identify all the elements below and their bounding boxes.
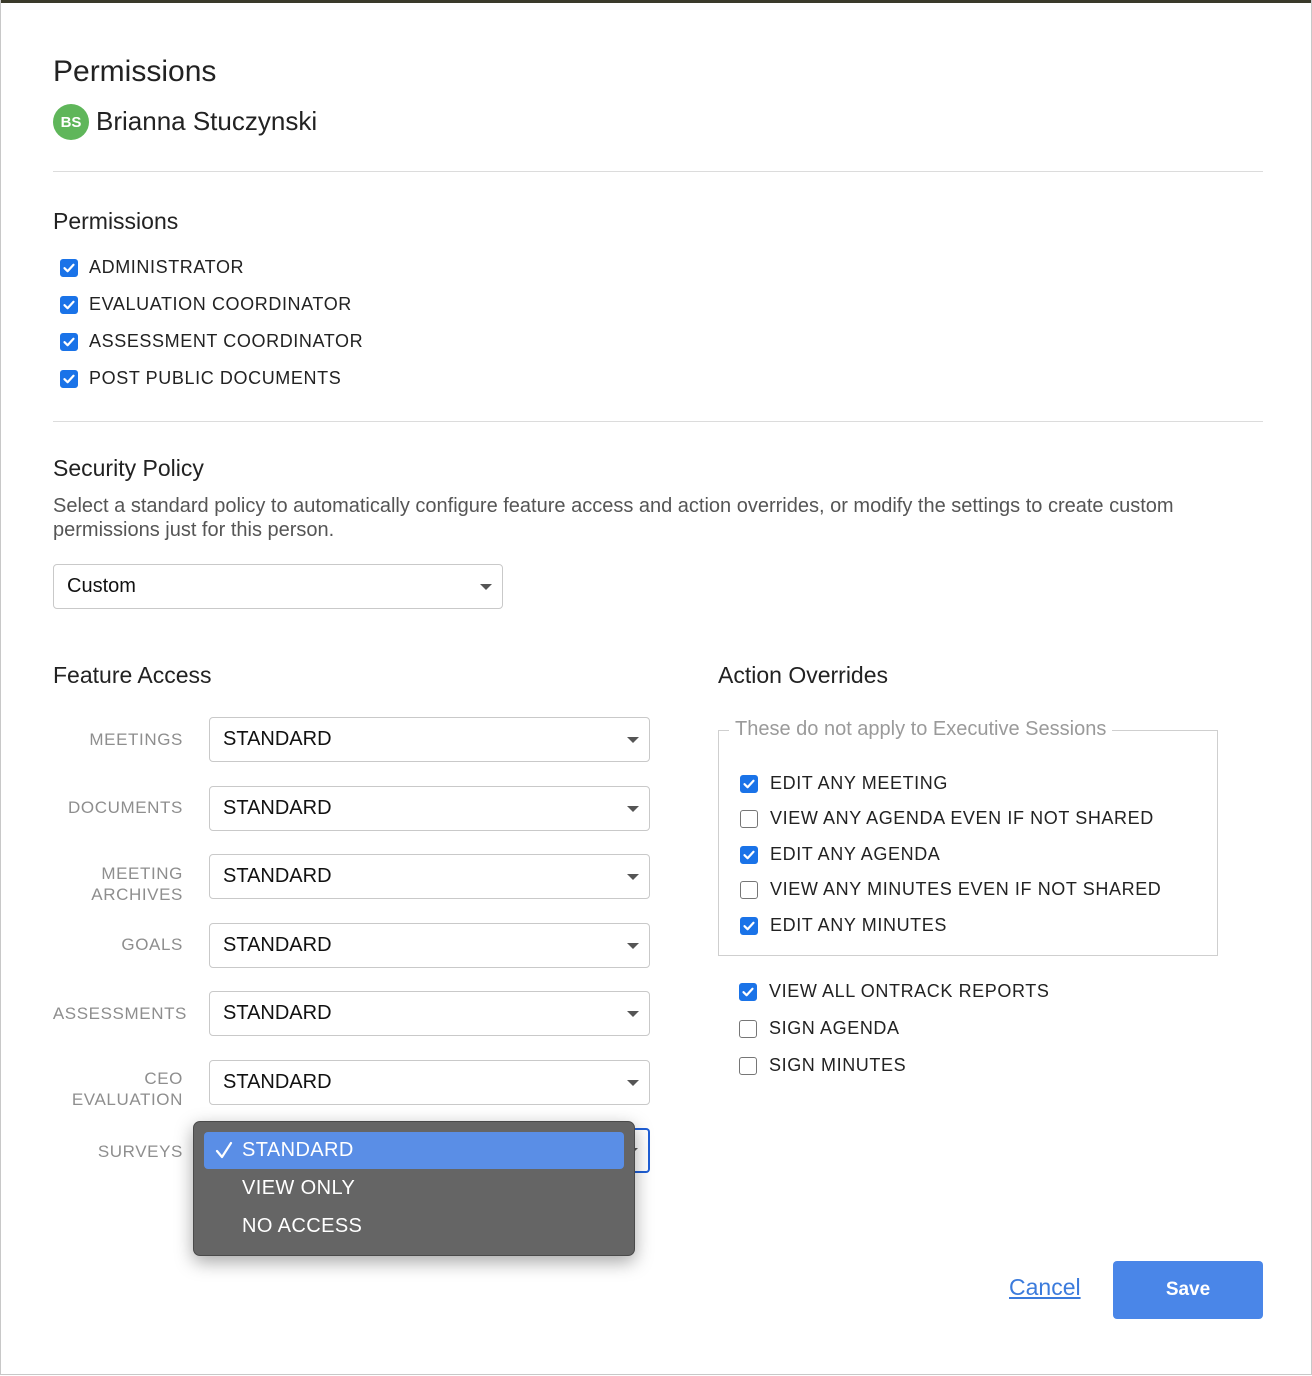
permissions-heading: Permissions: [53, 208, 179, 234]
permission-item[interactable]: [60, 257, 244, 278]
select-value: STANDARD: [223, 934, 332, 956]
dropdown-option[interactable]: [204, 1170, 624, 1207]
checkbox-label: SIGN MINUTES: [769, 1055, 907, 1075]
checkbox[interactable]: [740, 881, 758, 899]
checkbox[interactable]: [740, 810, 758, 828]
feature-access-heading: Feature Access: [53, 662, 212, 688]
checkbox-label: ASSESSMENT COORDINATOR: [89, 331, 364, 351]
permission-item[interactable]: [60, 294, 352, 315]
checkbox-label: EDIT ANY MINUTES: [770, 915, 947, 935]
feature-label: DOCUMENTS: [68, 798, 183, 817]
security-policy-select[interactable]: [53, 564, 503, 609]
checkbox[interactable]: [740, 775, 758, 793]
checkbox[interactable]: [60, 333, 78, 351]
checkbox[interactable]: [60, 259, 78, 277]
feature-label: GOALS: [121, 935, 183, 954]
override-item[interactable]: [740, 915, 947, 936]
checkbox-label: VIEW ANY AGENDA EVEN IF NOT SHARED: [770, 808, 1154, 828]
action-overrides-heading: Action Overrides: [718, 662, 889, 688]
chevron-down-icon: [627, 1080, 639, 1086]
group-legend: These do not apply to Executive Sessions: [729, 718, 1112, 741]
chevron-down-icon: [627, 737, 639, 743]
feature-label: CEO: [144, 1069, 183, 1088]
checkbox[interactable]: [740, 917, 758, 935]
meeting-archives-select[interactable]: [209, 854, 650, 899]
override-item[interactable]: [740, 844, 940, 865]
feature-label: MEETING: [101, 864, 183, 883]
dropdown-option[interactable]: [204, 1208, 624, 1245]
override-item[interactable]: [740, 773, 948, 794]
surveys-dropdown-menu: [193, 1121, 635, 1256]
feature-label: EVALUATION: [71, 1090, 183, 1109]
dropdown-option[interactable]: [204, 1132, 624, 1169]
feature-label: MEETINGS: [89, 730, 183, 749]
override-item[interactable]: [739, 981, 1049, 1002]
checkbox-label: SIGN AGENDA: [769, 1018, 900, 1038]
divider: [53, 421, 1263, 422]
checkbox[interactable]: [739, 983, 757, 1001]
assessments-select[interactable]: [209, 991, 650, 1036]
feature-label: ARCHIVES: [91, 885, 183, 904]
security-policy-heading: Security Policy: [53, 455, 204, 481]
dropdown-option-label: STANDARD: [242, 1139, 354, 1161]
checkbox[interactable]: [739, 1057, 757, 1075]
page-title: Permissions: [53, 55, 217, 88]
checkmark-icon: [214, 1140, 234, 1160]
divider: [53, 171, 1263, 172]
dropdown-option-label: NO ACCESS: [242, 1215, 363, 1237]
dropdown-option-label: VIEW ONLY: [242, 1177, 356, 1199]
avatar: BS: [53, 104, 89, 140]
select-value: STANDARD: [223, 865, 332, 887]
user-name: Brianna Stuczynski: [96, 106, 318, 136]
select-value: Custom: [67, 575, 136, 597]
checkbox[interactable]: [60, 370, 78, 388]
override-item[interactable]: [740, 879, 1161, 900]
select-value: STANDARD: [223, 797, 332, 819]
cancel-link[interactable]: Cancel: [1009, 1274, 1081, 1300]
chevron-down-icon: [627, 1011, 639, 1017]
feature-label: SURVEYS: [97, 1142, 183, 1161]
chevron-down-icon: [480, 584, 492, 590]
select-value: STANDARD: [223, 1071, 332, 1093]
checkbox-label: VIEW ANY MINUTES EVEN IF NOT SHARED: [770, 879, 1162, 899]
meetings-select[interactable]: [209, 717, 650, 762]
goals-select[interactable]: [209, 923, 650, 968]
select-value: STANDARD: [223, 728, 332, 750]
feature-label: ASSESSMENTS: [52, 1004, 187, 1023]
checkbox-label: POST PUBLIC DOCUMENTS: [89, 368, 342, 388]
security-policy-description: Select a standard policy to automatically configure feature access and action overrides, or modify the settings to create custom permissions just for this person.: [53, 495, 1174, 541]
permission-item[interactable]: [60, 368, 341, 389]
checkbox-label: EDIT ANY MEETING: [770, 773, 948, 793]
chevron-down-icon: [627, 806, 639, 812]
checkbox-label: ADMINISTRATOR: [89, 257, 245, 277]
override-item[interactable]: [739, 1018, 900, 1039]
save-button[interactable]: Save: [1113, 1261, 1263, 1319]
checkbox-label: EDIT ANY AGENDA: [770, 844, 941, 864]
checkbox-label: EVALUATION COORDINATOR: [89, 294, 352, 314]
permission-item[interactable]: [60, 331, 363, 352]
select-value: STANDARD: [223, 1002, 332, 1024]
ceo-evaluation-select[interactable]: [209, 1060, 650, 1105]
checkbox-label: VIEW ALL ONTRACK REPORTS: [769, 981, 1050, 1001]
checkbox[interactable]: [740, 846, 758, 864]
checkbox[interactable]: [60, 296, 78, 314]
override-item[interactable]: [740, 808, 1154, 829]
checkbox[interactable]: [739, 1020, 757, 1038]
chevron-down-icon: [627, 943, 639, 949]
chevron-down-icon: [627, 874, 639, 880]
override-item[interactable]: [739, 1055, 906, 1076]
documents-select[interactable]: [209, 786, 650, 831]
